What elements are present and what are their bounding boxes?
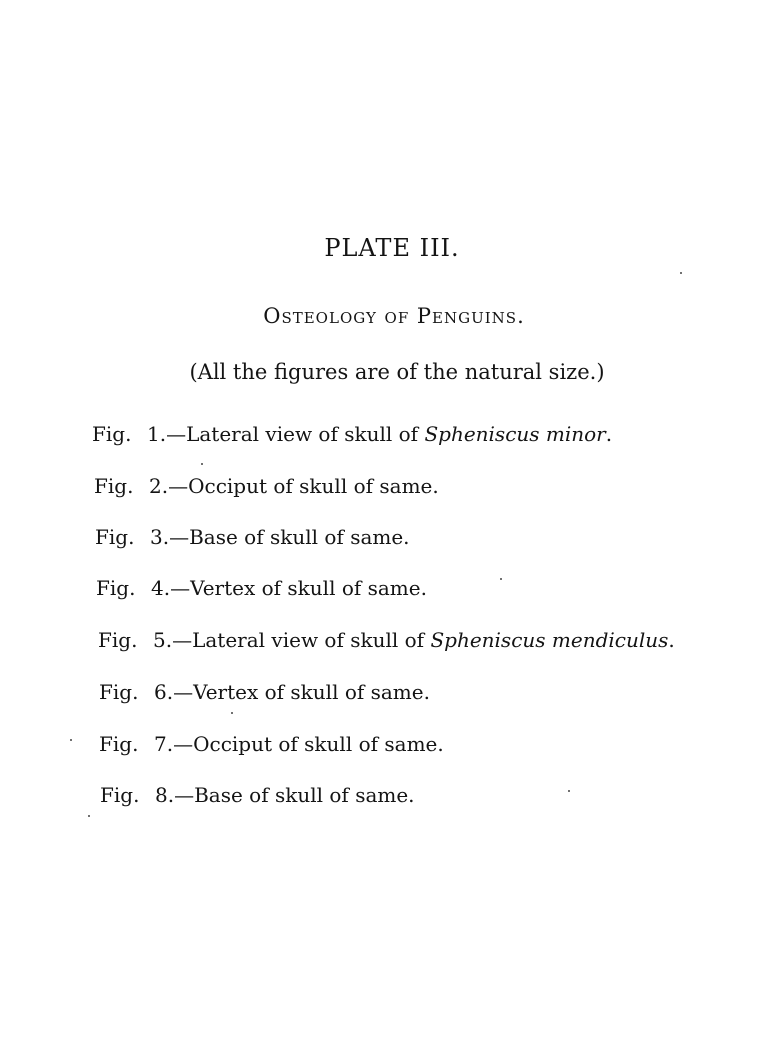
- figure-number: 7.—: [154, 732, 194, 756]
- figure-number: 1.—: [147, 422, 187, 446]
- figure-label: Fig.: [92, 422, 132, 446]
- figure-label: Fig.: [100, 783, 140, 807]
- figure-text: Base of skull of same.: [194, 783, 415, 807]
- figure-caption-5: [98, 628, 675, 652]
- plate-title: PLATE III.: [324, 234, 460, 262]
- figure-text: Lateral view of skull of: [192, 628, 431, 652]
- scan-speck: [70, 739, 72, 741]
- figure-label: Fig.: [98, 628, 138, 652]
- scan-speck: [231, 712, 233, 714]
- figure-end: .: [668, 628, 675, 652]
- figure-caption-6: [99, 680, 430, 704]
- figure-label: Fig.: [96, 576, 136, 600]
- figure-caption-7: [99, 732, 444, 756]
- figure-text: Occiput of skull of same.: [193, 732, 444, 756]
- figure-label: Fig.: [94, 474, 134, 498]
- figure-caption-3: [95, 525, 410, 549]
- figure-caption-2: [94, 474, 439, 498]
- figure-number: 4.—: [151, 576, 191, 600]
- figure-caption-1: [92, 422, 612, 446]
- figure-number: 5.—: [153, 628, 193, 652]
- figure-label: Fig.: [99, 680, 139, 704]
- plate-subtitle: Osteology of Penguins.: [263, 304, 525, 328]
- figure-text: Base of skull of same.: [189, 525, 410, 549]
- figure-number: 3.—: [150, 525, 190, 549]
- scan-speck: [568, 790, 570, 792]
- scan-speck: [88, 815, 90, 817]
- figure-label: Fig.: [95, 525, 135, 549]
- scan-speck: [680, 272, 682, 274]
- figure-number: 6.—: [154, 680, 194, 704]
- figure-text: Vertex of skull of same.: [193, 680, 430, 704]
- figure-caption-8: [100, 783, 415, 807]
- figure-number: 8.—: [155, 783, 195, 807]
- figure-end: .: [605, 422, 613, 446]
- figure-label: Fig.: [99, 732, 139, 756]
- scan-speck: [201, 463, 203, 465]
- figure-text: Vertex of skull of same.: [190, 576, 427, 600]
- scan-speck: [500, 578, 502, 580]
- figure-species: Spheniscus minor: [424, 422, 606, 446]
- plate-note: (All the figures are of the natural size.): [189, 360, 605, 384]
- figure-caption-4: [96, 576, 427, 600]
- figure-text: Occiput of skull of same.: [188, 474, 439, 498]
- figure-species: Spheniscus mendiculus: [430, 628, 669, 652]
- figure-number: 2.—: [149, 474, 189, 498]
- figure-text: Lateral view of skull of: [186, 422, 425, 446]
